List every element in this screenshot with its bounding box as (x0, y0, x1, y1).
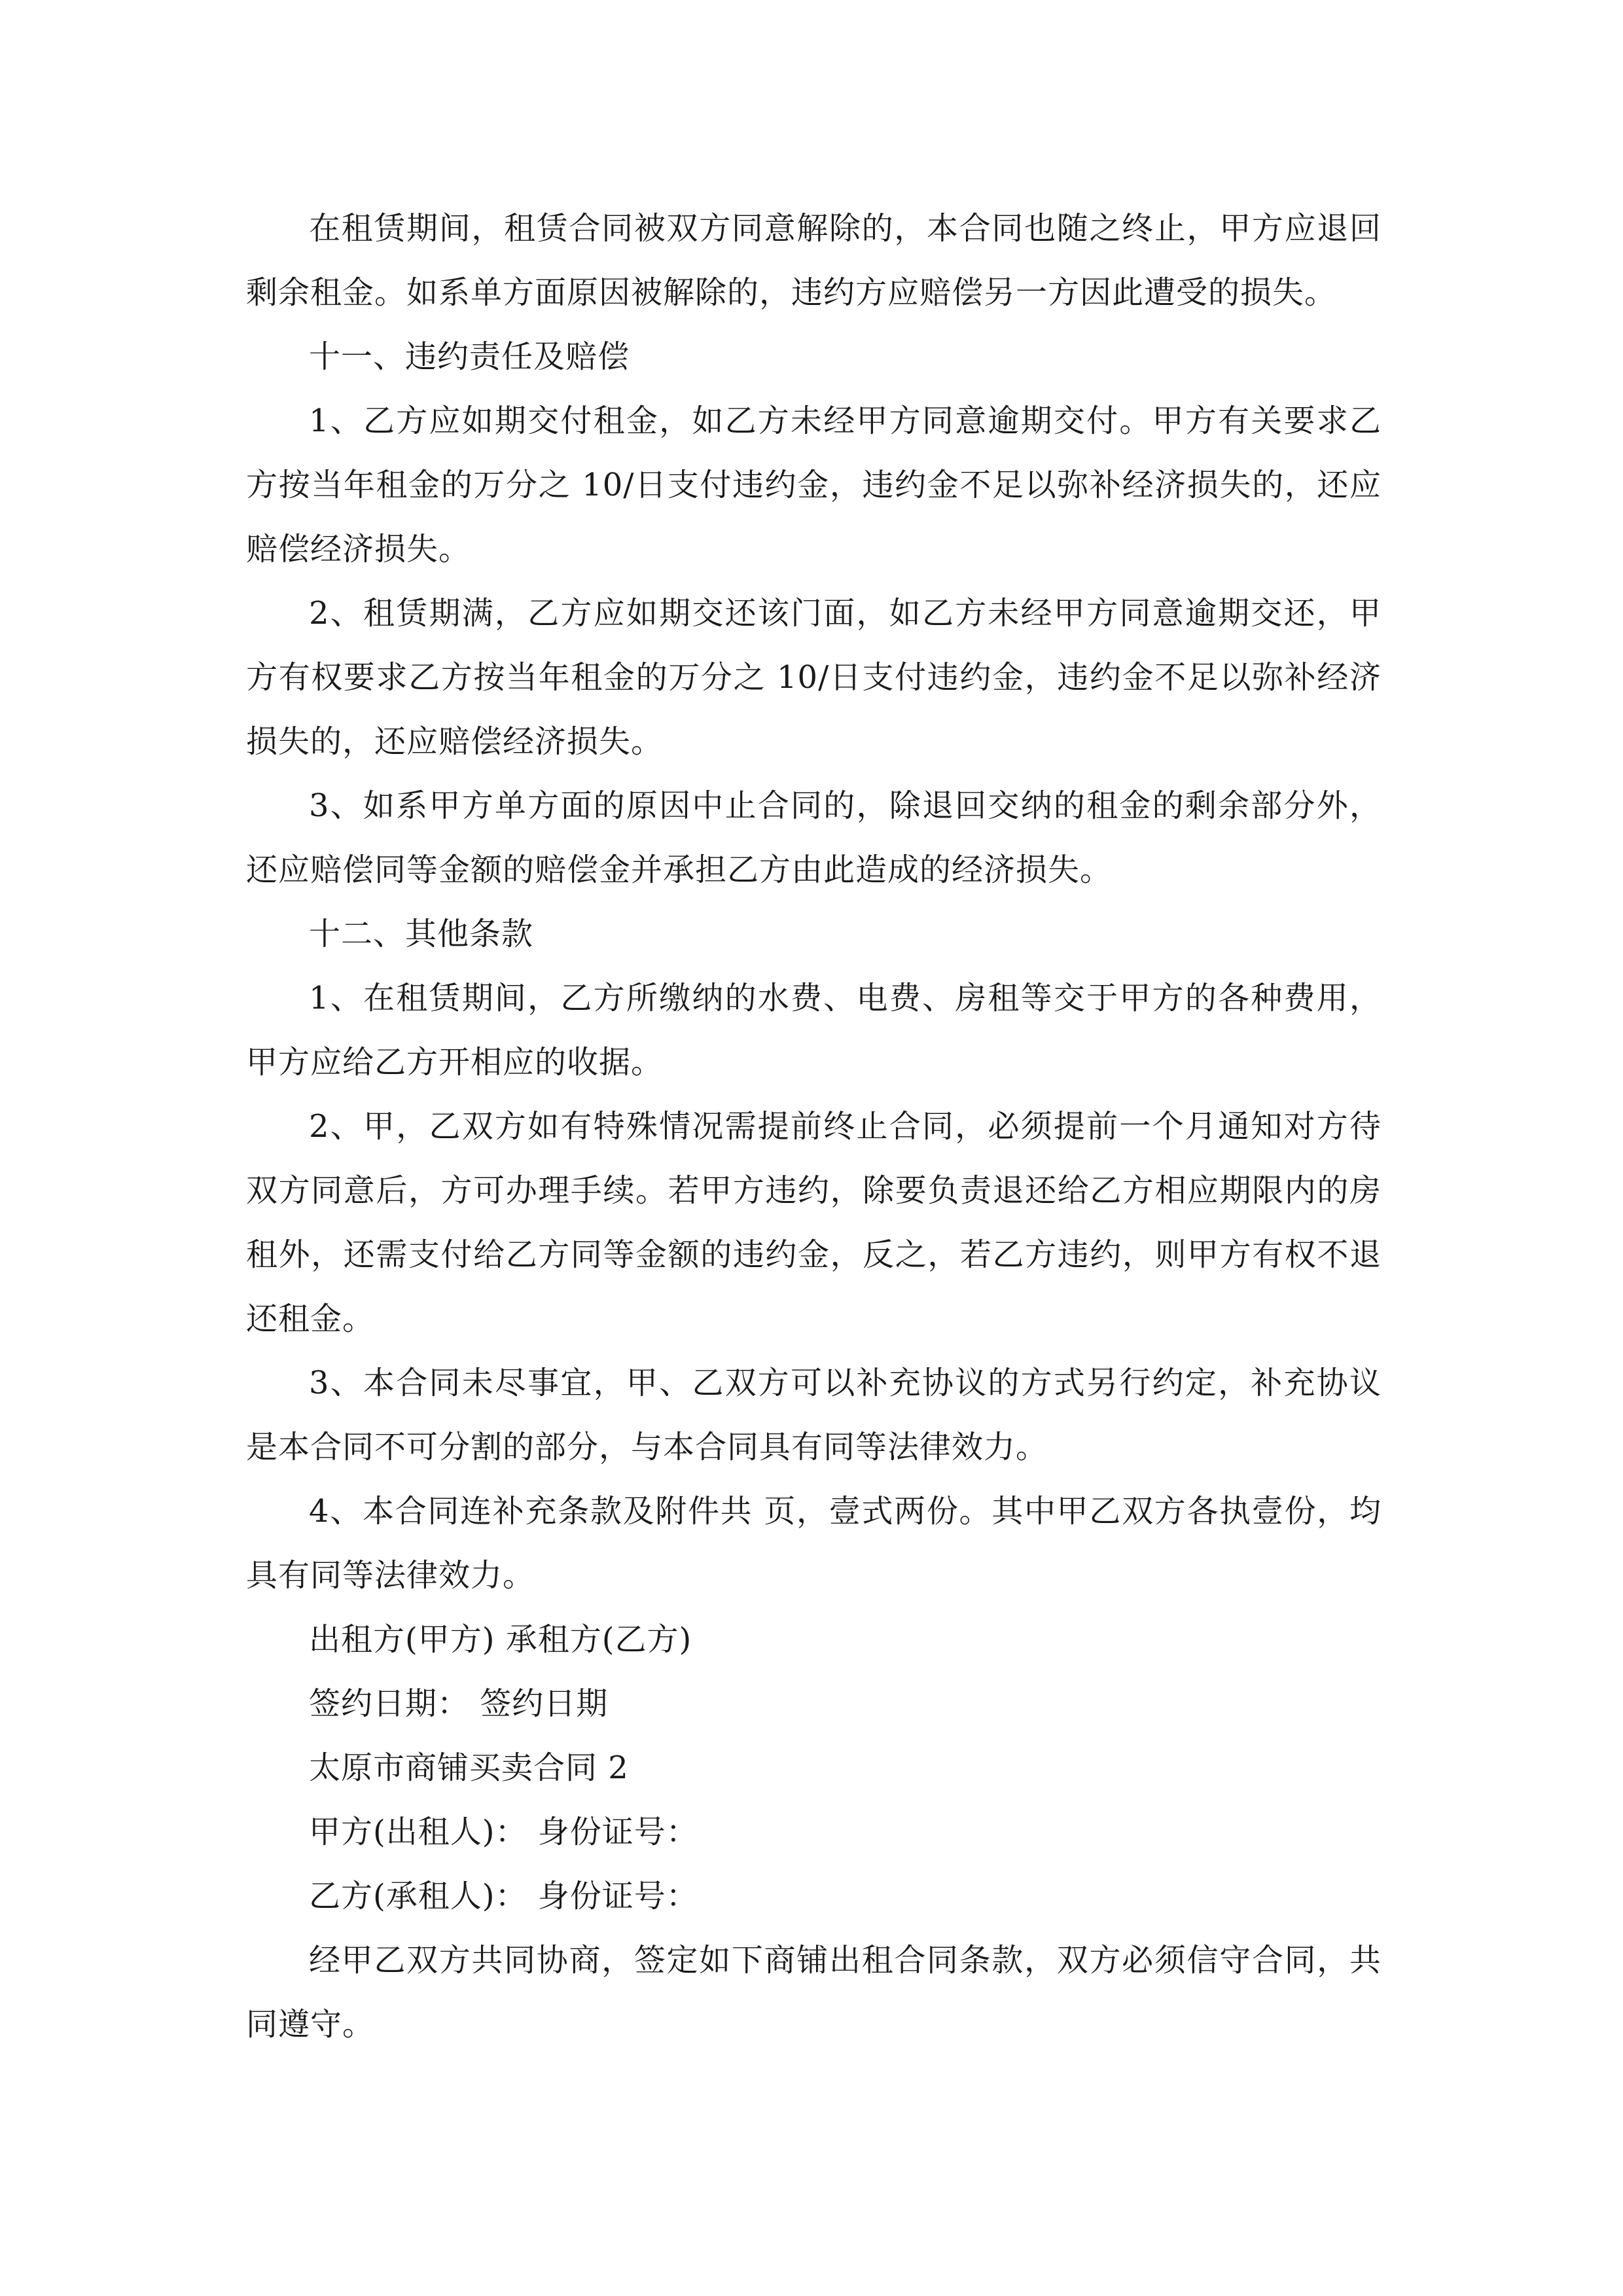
party-b-line: 乙方(承租人)： 身份证号： (309, 1878, 698, 1914)
party-a-line: 甲方(出租人)： 身份证号： (309, 1814, 698, 1850)
section-heading-breach: 十一、违约责任及赔偿 (309, 338, 630, 375)
clause-supplementary: 3、本合同未尽事宜，甲、乙双方可以补充协议的方式另行约定，补充协议是本合同不可分割的部分，与本合同具有同等法律效力。 (246, 1365, 1382, 1465)
clause-rent-payment: 1、乙方应如期交付租金，如乙方未经甲方同意逾期交付。甲方有关要求乙方按当年租金的万分之 10/日支付违约金，违约金不足以弥补经济损失的，还应赔偿经济损失。 (246, 403, 1382, 567)
signature-dates: 签约日期： 签约日期 (309, 1685, 609, 1722)
clause-early-termination: 2、甲，乙双方如有特殊情况需提前终止合同，必须提前一个月通知对方待双方同意后，方可办理手续。若甲方违约，除要负责退还给乙方相应期限内的房租外，还需支付给乙方同等金额的违约金，反之，若乙方违约，则甲方有权不退还租金。 (246, 1108, 1382, 1337)
clause-return-premises: 2、租赁期满，乙方应如期交还该门面，如乙方未经甲方同意逾期交还，甲方有权要求乙方按当年租金的万分之 10/日支付违约金，违约金不足以弥补经济损失的，还应赔偿经济损失。 (246, 595, 1382, 760)
clause-landlord-termination: 3、如系甲方单方面的原因中止合同的，除退回交纳的租金的剩余部分外，还应赔偿同等金额的赔偿金并承担乙方由此造成的经济损失。 (246, 787, 1382, 888)
document-page (246, 196, 1382, 2056)
signature-parties: 出租方(甲方) 承租方(乙方) (309, 1621, 692, 1658)
paragraph-agreement: 经甲乙双方共同协商，签定如下商铺出租合同条款，双方必须信守合同，共同遵守。 (246, 1942, 1382, 2043)
clause-receipts: 1、在租赁期间，乙方所缴纳的水费、电费、房租等交于甲方的各种费用，甲方应给乙方开相应的收据。 (246, 980, 1382, 1081)
clause-copies: 4、本合同连补充条款及附件共 页，壹式两份。其中甲乙双方各执壹份，均具有同等法律效力。 (246, 1493, 1382, 1594)
section-heading-other: 十二、其他条款 (309, 916, 534, 952)
contract-title: 太原市商铺买卖合同 2 (309, 1749, 629, 1786)
paragraph-termination: 在租赁期间，租赁合同被双方同意解除的，本合同也随之终止，甲方应退回剩余租金。如系单方面原因被解除的，违约方应赔偿另一方因此遭受的损失。 (246, 210, 1382, 311)
